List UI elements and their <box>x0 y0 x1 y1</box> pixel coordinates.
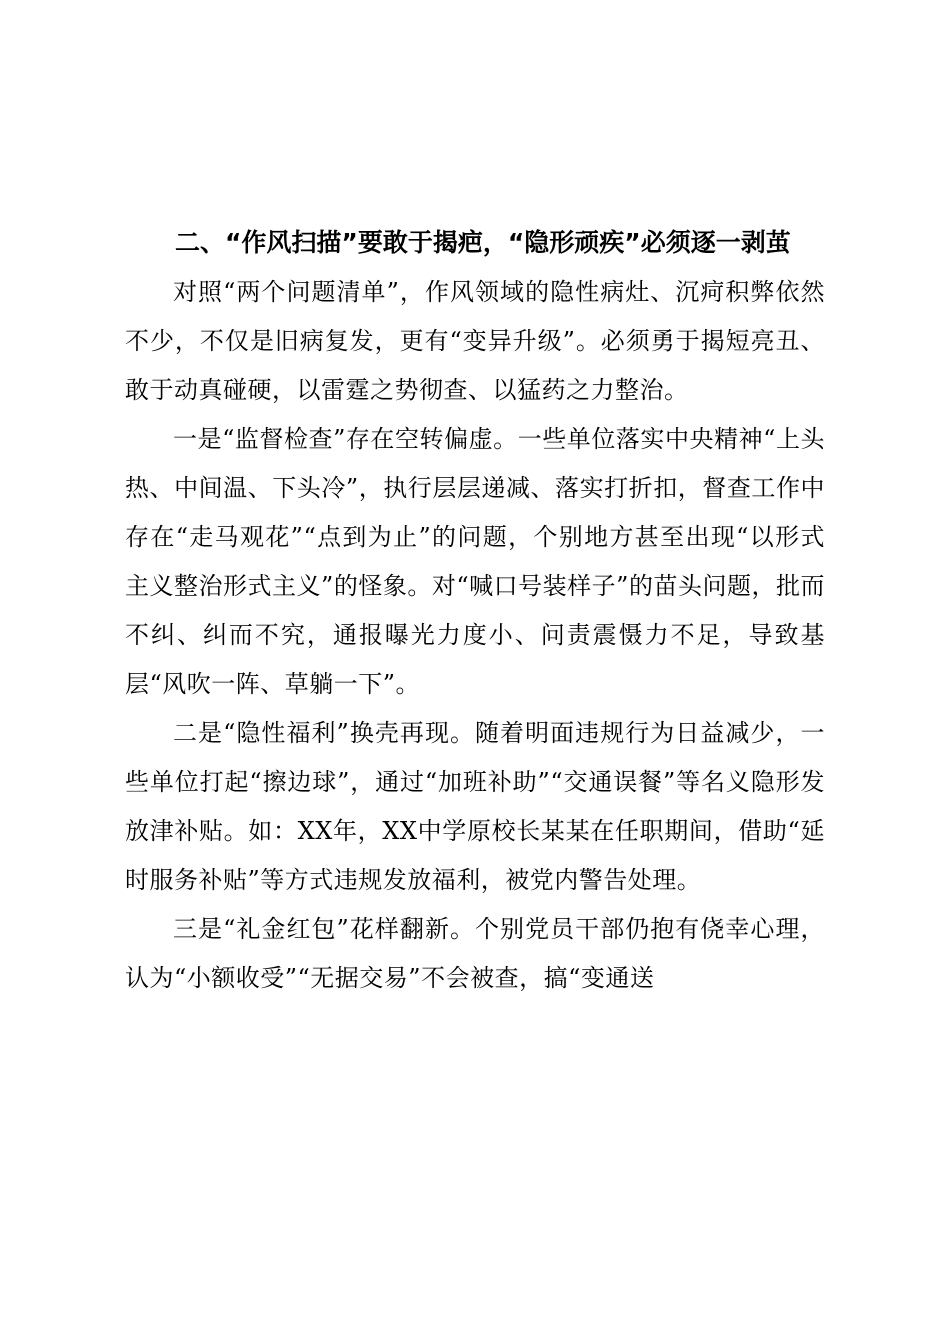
paragraph-point-one: 一是“监督检查”存在空转偏虚。一些单位落实中央精神“上头热、中间温、下头冷”，执行层层递减、落实打折扣，督查工作中存在“走马观花”“点到为止”的问题，个别地方甚至出现“以形式主义整治形式主义”的怪象。对“喊口号装样子”的苗头问题，批而不纠、纠而不究，通报曝光力度小、问责震慑力不足，导致基层“风吹一阵、草躺一下”。 <box>125 425 825 698</box>
paragraph-point-three: 三是“礼金红包”花样翻新。个别党员干部仍抱有侥幸心理，认为“小额收受”“无据交易”不会被查，搞“变通送 <box>125 915 825 992</box>
paragraph-point-two: 二是“隐性福利”换壳再现。随着明面违规行为日益减少，一些单位打起“擦边球”，通过“加班补助”“交通误餐”等名义隐形发放津补贴。如：XX年，XX中学原校长某某在任职期间，借助“延时服务补贴”等方式违规发放福利，被党内警告处理。 <box>125 719 825 894</box>
paragraph-intro: 对照“两个问题清单”，作风领域的隐性病灶、沉疴积弊依然不少，不仅是旧病复发，更有“变异升级”。必须勇于揭短亮丑、敢于动真碰硬，以雷霆之势彻查、以猛药之力整治。 <box>125 278 825 404</box>
section-heading: 二、“作风扫描”要敢于揭疤，“隐形顽疾”必须逐一剥茧 <box>175 228 791 257</box>
document-body <box>125 218 825 1003</box>
